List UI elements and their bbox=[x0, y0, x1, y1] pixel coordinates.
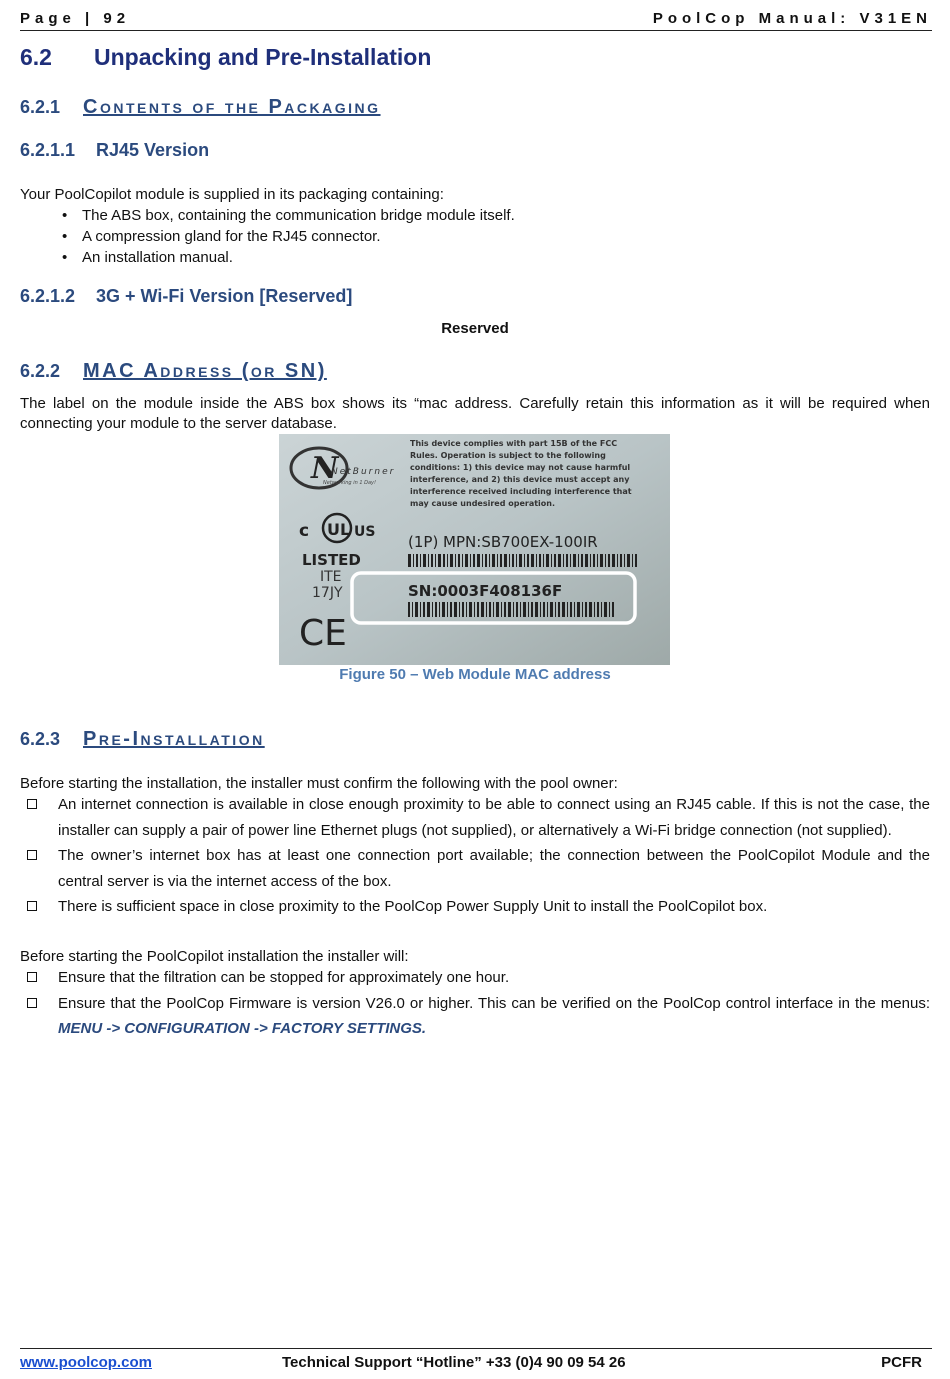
mpn-text: (1P) MPN:SB700EX-100IR bbox=[408, 533, 598, 551]
preinstall-intro: Before starting the installation, the installer must confirm the following with the pool owner: bbox=[20, 775, 618, 792]
section-number: 6.2 bbox=[20, 44, 52, 70]
contents-title: Contents of the Packaging bbox=[83, 96, 381, 118]
manual-title: PoolCop Manual: V31EN bbox=[652, 10, 932, 27]
list-item: • A compression gland for the RJ45 connector. bbox=[20, 226, 515, 247]
svg-text:ITE: ITE bbox=[320, 569, 342, 585]
checkbox-icon bbox=[27, 998, 37, 1008]
checkbox-icon bbox=[27, 901, 37, 911]
svg-text:NetBurner: NetBurner bbox=[331, 467, 396, 477]
svg-text:US: US bbox=[354, 524, 376, 540]
svg-text:interference received includin: interference received including interference that bbox=[410, 487, 632, 496]
page-header bbox=[20, 8, 932, 31]
svg-text:N: N bbox=[311, 451, 339, 486]
page-number: Page | 92 bbox=[20, 10, 131, 27]
contents-heading bbox=[20, 96, 381, 119]
section-heading bbox=[20, 44, 431, 71]
checklist-item bbox=[20, 792, 930, 843]
sn-text: SN:0003F408136F bbox=[408, 582, 563, 600]
rj45-title: RJ45 Version bbox=[96, 140, 210, 160]
rj45-contents-list bbox=[20, 205, 515, 268]
reserved-text: Reserved bbox=[441, 320, 509, 337]
rj45-intro: Your PoolCopilot module is supplied in its packaging containing: bbox=[20, 186, 444, 203]
website-link[interactable]: www.poolcop.com bbox=[20, 1354, 152, 1371]
document-code: PCFR bbox=[881, 1354, 922, 1371]
svg-text:UL: UL bbox=[327, 520, 351, 539]
wifi-title: 3G + Wi-Fi Version [Reserved] bbox=[96, 286, 353, 306]
svg-text:may cause undesired operation.: may cause undesired operation. bbox=[410, 499, 556, 508]
preinstall-heading bbox=[20, 728, 265, 751]
page-footer bbox=[20, 1348, 932, 1379]
svg-text:Rules. Operation is subject to: Rules. Operation is subject to the following bbox=[410, 451, 606, 460]
mac-label-photo bbox=[279, 434, 670, 665]
firmware-text: Ensure that the PoolCop Firmware is version V26.0 or higher. This can be verified on the PoolCop control interface in the menus: bbox=[58, 994, 930, 1012]
svg-text:17JY: 17JY bbox=[312, 585, 343, 601]
svg-text:LISTED: LISTED bbox=[302, 551, 361, 569]
checkbox-icon bbox=[27, 799, 37, 809]
section-title: Unpacking and Pre-Installation bbox=[94, 44, 432, 70]
svg-text:This device complies with part: This device complies with part 15B of the FCC bbox=[410, 439, 618, 448]
menu-path: MENU -> CONFIGURATION -> FACTORY SETTINGS. bbox=[58, 1020, 427, 1037]
mac-heading bbox=[20, 360, 327, 383]
checklist-item bbox=[20, 894, 930, 920]
preinstall-title: Pre-Installation bbox=[83, 728, 265, 750]
checkbox-icon bbox=[27, 850, 37, 860]
preinstall-checklist bbox=[20, 792, 930, 920]
support-hotline: Technical Support “Hotline” +33 (0)4 90 09 54 26 bbox=[282, 1354, 626, 1371]
checklist-item-text: Ensure that the filtration can be stopped for approximately one hour. bbox=[58, 969, 510, 986]
preinstall-intro-2: Before starting the PoolCopilot installation the installer will: bbox=[20, 948, 409, 965]
contents-number: 6.2.1 bbox=[20, 97, 61, 117]
figure-caption: Figure 50 – Web Module MAC address bbox=[339, 666, 611, 683]
wifi-heading bbox=[20, 286, 352, 307]
ce-mark bbox=[299, 613, 347, 654]
checklist-item bbox=[20, 843, 930, 894]
list-item: • An installation manual. bbox=[20, 247, 515, 268]
mac-number: 6.2.2 bbox=[20, 361, 61, 381]
checklist-item bbox=[20, 965, 930, 991]
installer-checklist bbox=[20, 965, 930, 1042]
svg-text:CE: CE bbox=[299, 613, 347, 654]
svg-text:interference, and 2) this devi: interference, and 2) this device must accept any bbox=[410, 475, 630, 484]
list-item: • The ABS box, containing the communication bridge module itself. bbox=[20, 205, 515, 226]
checklist-item-text: There is sufficient space in close proximity to the PoolCop Power Supply Unit to install the PoolCopilot box. bbox=[58, 898, 768, 915]
mac-title: MAC Address (or SN) bbox=[83, 360, 327, 382]
svg-text:c: c bbox=[299, 521, 310, 541]
svg-text:conditions: 1) this device may: conditions: 1) this device may not cause harmful bbox=[410, 463, 631, 472]
rj45-number: 6.2.1.1 bbox=[20, 140, 76, 160]
checkbox-icon bbox=[27, 972, 37, 982]
checklist-item-text: An internet connection is available in close enough proximity to be able to connect using an RJ45 cable. If this is not the case, the installer can supply a pair of power line Ethernet plugs (not supplied), or alternatively a Wi-Fi bridge connection (not supplied). bbox=[58, 796, 930, 839]
svg-text:Networking in 1 Day!: Networking in 1 Day! bbox=[323, 480, 376, 486]
checklist-item-text: The owner’s internet box has at least one connection port available; the connection between the PoolCopilot Module and the central server is via the internet access of the box. bbox=[58, 847, 930, 890]
wifi-number: 6.2.1.2 bbox=[20, 286, 76, 306]
mac-body: The label on the module inside the ABS box shows its “mac address. Carefully retain this information as it will be required when connecting your module to the server database. bbox=[20, 395, 930, 432]
preinstall-number: 6.2.3 bbox=[20, 729, 61, 749]
checklist-item bbox=[20, 991, 930, 1042]
rj45-heading bbox=[20, 140, 209, 161]
